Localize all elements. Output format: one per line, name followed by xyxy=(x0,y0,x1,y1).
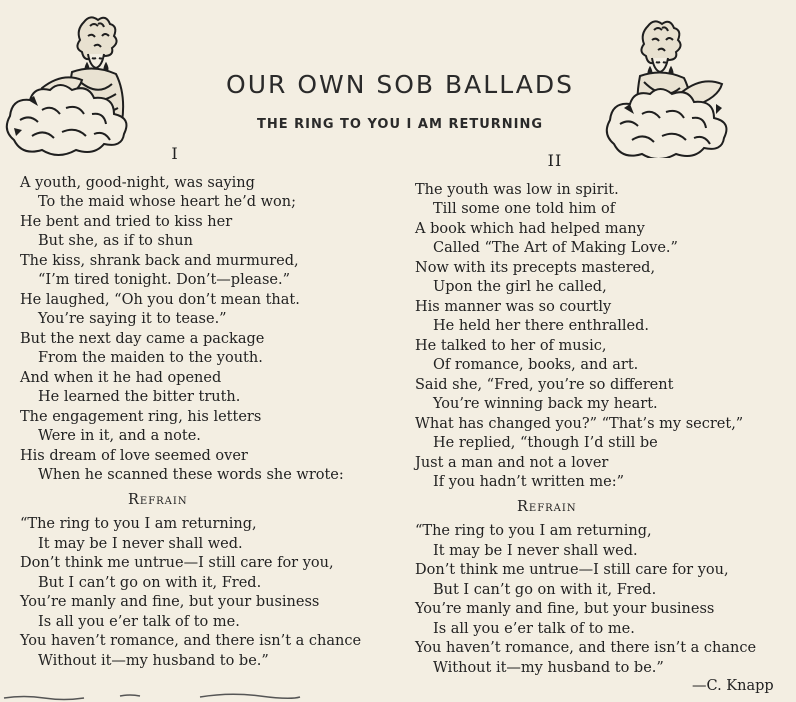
author-signature: —C. Knapp xyxy=(692,678,774,694)
verse-line: Upon the girl he called, xyxy=(433,279,607,295)
section-numeral: I xyxy=(171,144,179,163)
refrain-line: Without it—my husband to be.” xyxy=(433,659,664,676)
verse-line: His manner was so courtly xyxy=(415,298,612,315)
refrain-line: Is all you e’er talk of to me. xyxy=(38,613,240,630)
verse-line: To the maid whose heart he’d won; xyxy=(38,194,296,210)
verse-line: Were in it, and a note. xyxy=(38,428,201,444)
verse-line: He laughed, “Oh you don’t mean that. xyxy=(20,291,300,308)
verse-line: The engagement ring, his letters xyxy=(20,408,262,425)
verse xyxy=(415,181,790,493)
verse-line: His dream of love seemed over xyxy=(20,447,248,464)
verse-line: A book which had helped many xyxy=(415,220,645,237)
verse-line: He talked to her of music, xyxy=(415,337,607,354)
page-subtitle: THE RING TO YOU I AM RETURNING xyxy=(256,117,544,132)
section-numeral: II xyxy=(547,151,563,170)
weeping-woman-illustration-left xyxy=(2,8,160,158)
refrain-heading: Refrain xyxy=(128,491,188,508)
verse-line: You’re winning back my heart. xyxy=(433,396,658,412)
verse-line: Now with its precepts mastered, xyxy=(415,259,656,276)
verse-line: “I’m tired tonight. Don’t—please.” xyxy=(38,272,290,288)
refrain-line: But I can’t go on with it, Fred. xyxy=(433,581,657,598)
section-one xyxy=(20,144,400,671)
verse-line: He bent and tried to kiss her xyxy=(20,213,233,230)
verse-line: A youth, good-night, was saying xyxy=(20,174,255,191)
verse-line: If you hadn’t written me:” xyxy=(433,474,625,490)
verse-line: Till some one told him of xyxy=(433,201,616,217)
page-edge-smudge xyxy=(0,690,340,702)
verse-line: Called “The Art of Making Love.” xyxy=(433,240,678,256)
refrain-heading: Refrain xyxy=(517,498,577,515)
refrain-line: You’re manly and fine, but your business xyxy=(20,594,320,610)
refrain-line: Without it—my husband to be.” xyxy=(38,652,269,669)
verse-line: And when it he had opened xyxy=(20,369,222,386)
verse-line: He learned the bitter truth. xyxy=(38,389,241,405)
page-title: OUR OWN SOB BALLADS xyxy=(226,70,574,99)
refrain-line: You haven’t romance, and there isn’t a chance xyxy=(415,640,757,656)
refrain xyxy=(20,515,400,671)
verse-line: The kiss, shrank back and murmured, xyxy=(20,252,299,269)
refrain-line: Don’t think me untrue—I still care for you, xyxy=(415,562,729,578)
verse-line: Said she, “Fred, you’re so different xyxy=(415,376,674,393)
refrain-line: But I can’t go on with it, Fred. xyxy=(38,574,262,591)
verse-line: What has changed you?” “That’s my secret,” xyxy=(415,415,744,432)
refrain-line: You’re manly and fine, but your business xyxy=(415,601,715,617)
verse-line: When he scanned these words she wrote: xyxy=(38,467,344,483)
section-two xyxy=(415,151,790,678)
verse-line: You’re saying it to tease.” xyxy=(38,311,227,327)
verse-line: He held her there enthralled. xyxy=(433,318,650,334)
verse-line: Of romance, books, and art. xyxy=(433,357,639,373)
verse-line: Just a man and not a lover xyxy=(415,454,609,471)
refrain-line: Don’t think me untrue—I still care for you, xyxy=(20,555,334,571)
refrain-line: You haven’t romance, and there isn’t a chance xyxy=(20,633,362,649)
refrain-line: “The ring to you I am returning, xyxy=(415,523,652,539)
verse-line: From the maiden to the youth. xyxy=(38,350,263,366)
verse-line: He replied, “though I’d still be xyxy=(433,435,658,451)
refrain-line: Is all you e’er talk of to me. xyxy=(433,620,635,637)
verse-line: The youth was low in spirit. xyxy=(415,181,619,198)
verse-line: But she, as if to shun xyxy=(38,233,193,249)
refrain-line: It may be I never shall wed. xyxy=(38,535,243,552)
refrain-line: It may be I never shall wed. xyxy=(433,542,638,559)
verse-line: But the next day came a package xyxy=(20,330,265,347)
verse xyxy=(20,174,400,486)
refrain xyxy=(415,522,790,678)
refrain-line: “The ring to you I am returning, xyxy=(20,516,257,532)
